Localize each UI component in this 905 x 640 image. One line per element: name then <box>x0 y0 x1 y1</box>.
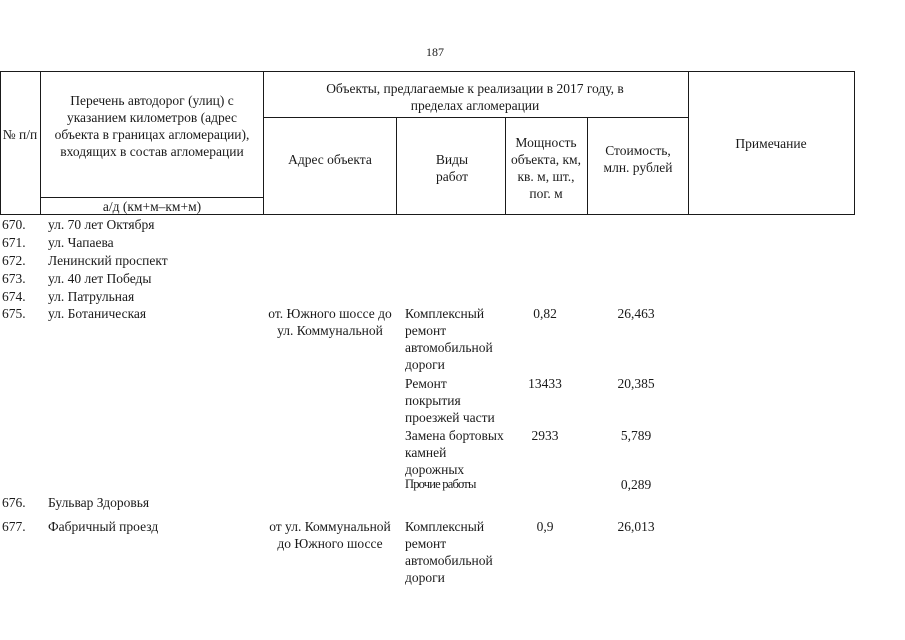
work-type: Ремонт покрытия проезжей части <box>405 376 495 425</box>
header-works: Виды работ <box>435 152 469 184</box>
header-num: № п/п <box>2 127 38 142</box>
page-number: 187 <box>426 45 444 59</box>
header-address: Адрес объекта <box>288 152 372 167</box>
object-address: от ул. Коммунальной до Южного шоссе <box>269 519 391 551</box>
work-type: Прочие работы <box>405 477 476 491</box>
road-name: Ленинский проспект <box>48 253 168 268</box>
row-number: 673. <box>2 271 26 286</box>
road-name: Фабричный проезд <box>48 519 159 534</box>
header-col-divider-2 <box>263 71 264 215</box>
road-name: ул. Патрульная <box>48 289 135 304</box>
header-power: Мощность объекта, км, кв. м, шт., пог. м <box>511 135 581 201</box>
header-col-divider-3 <box>396 117 397 215</box>
header-roads-sub: а/д (км+м–км+м) <box>102 199 202 214</box>
header-right-border <box>854 71 855 215</box>
row-number: 675. <box>2 306 26 321</box>
header-top-border <box>0 71 855 72</box>
work-type: Замена бортовых камней дорожных <box>405 428 504 477</box>
header-group-divider <box>263 117 688 118</box>
work-cost: 26,463 <box>617 306 655 321</box>
header-cost: Стоимость, млн. рублей <box>603 143 673 175</box>
header-note: Примечание <box>735 136 807 151</box>
header-col-divider-5 <box>587 117 588 215</box>
work-type: Комплексный ремонт автомобильной дороги <box>405 306 493 372</box>
work-cost: 26,013 <box>617 519 655 534</box>
road-name: ул. 40 лет Победы <box>48 271 152 286</box>
road-name: Бульвар Здоровья <box>48 495 150 510</box>
header-objects-group: Объекты, предлагаемые к реализации в 2017 году, в пределах агломерации <box>326 81 624 113</box>
row-number: 677. <box>2 519 26 534</box>
work-cost: 20,385 <box>617 376 655 391</box>
row-number: 672. <box>2 253 26 268</box>
road-name: ул. 70 лет Октября <box>48 217 155 232</box>
object-address: от. Южного шоссе до ул. Коммунальной <box>268 306 392 338</box>
row-number: 674. <box>2 289 26 304</box>
header-col-divider-6 <box>688 71 689 215</box>
work-type: Комплексный ремонт автомобильной дороги <box>405 519 493 585</box>
header-col-divider-4 <box>505 117 506 215</box>
header-col-divider-1 <box>40 71 41 215</box>
work-power: 13433 <box>528 376 562 391</box>
row-number: 676. <box>2 495 26 510</box>
header-roads: Перечень автодорог (улиц) с указанием километров (адрес объекта в границах агломерации), входящих в состав агломерации <box>54 93 250 159</box>
road-name: ул. Ботаническая <box>48 306 147 321</box>
road-name: ул. Чапаева <box>48 235 114 250</box>
work-power: 0,9 <box>536 519 554 534</box>
row-number: 670. <box>2 217 26 232</box>
work-power: 0,82 <box>533 306 557 321</box>
work-cost: 5,789 <box>620 428 652 443</box>
work-cost: 0,289 <box>620 477 652 492</box>
row-number: 671. <box>2 235 26 250</box>
work-power: 2933 <box>531 428 559 443</box>
header-left-border <box>0 71 1 215</box>
